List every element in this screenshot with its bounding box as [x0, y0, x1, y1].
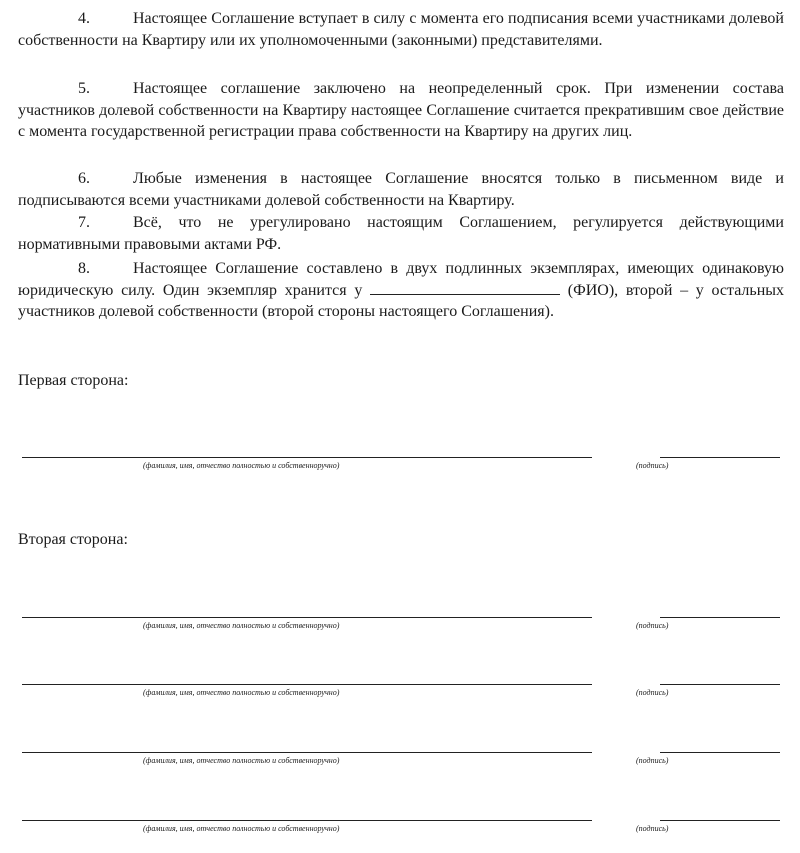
signature-caption: (подпись) — [636, 621, 669, 630]
clause-number: 4. — [78, 10, 90, 27]
clause-text: Всё, что не урегулировано настоящим Соглашением, регулируется действующими нормативными правовыми актами РФ. — [18, 214, 784, 253]
signature-line[interactable] — [660, 820, 780, 821]
clause-4 — [18, 8, 784, 51]
clause-8 — [18, 258, 784, 323]
clause-text-end: (ФИО), второй – у остальных участников долевой собственности (второй стороны настоящего Соглашения). — [18, 281, 785, 320]
clause-text-start: Настоящее Соглашение составлено в двух подлинных экземплярах, имеющих одинаковую юридическую силу. Один экземпляр хранится у — [18, 260, 784, 299]
clause-7 — [18, 212, 784, 255]
clause-text: Настоящее соглашение заключено на неопределенный срок. При изменении состава участников долевой собственности на Квартиру настоящее Соглашение считается прекратившим свое действие с момента государственной регистрации права собственности на Квартиру на других лиц. — [18, 80, 784, 140]
name-caption: (фамилия, имя, отчество полностью и собственноручно) — [143, 824, 340, 833]
second-party-heading: Вторая сторона: — [18, 531, 128, 548]
signature-caption: (подпись) — [636, 756, 669, 765]
name-line[interactable] — [22, 457, 592, 458]
signature-line[interactable] — [660, 617, 780, 618]
name-line[interactable] — [22, 820, 592, 821]
clause-6 — [18, 168, 784, 211]
name-caption: (фамилия, имя, отчество полностью и собственноручно) — [143, 688, 340, 697]
signature-line[interactable] — [660, 457, 780, 458]
clause-5 — [18, 78, 784, 143]
clause-number: 6. — [78, 170, 90, 187]
name-line[interactable] — [22, 752, 592, 753]
clause-text: Настоящее Соглашение вступает в силу с момента его подписания всеми участниками долевой собственности на Квартиру или их уполномоченными (законными) представителями. — [18, 10, 784, 49]
signature-caption: (подпись) — [636, 461, 669, 470]
name-line[interactable] — [22, 684, 592, 685]
name-caption: (фамилия, имя, отчество полностью и собственноручно) — [143, 621, 340, 630]
name-caption: (фамилия, имя, отчество полностью и собственноручно) — [143, 461, 340, 470]
clause-number: 8. — [78, 260, 90, 277]
signature-line[interactable] — [660, 752, 780, 753]
clause-number: 7. — [78, 214, 90, 231]
signature-caption: (подпись) — [636, 824, 669, 833]
signature-caption: (подпись) — [636, 688, 669, 697]
name-caption: (фамилия, имя, отчество полностью и собственноручно) — [143, 756, 340, 765]
name-line[interactable] — [22, 617, 592, 618]
clause-number: 5. — [78, 80, 90, 97]
custodian-name-blank[interactable] — [370, 280, 560, 295]
clause-text: Любые изменения в настоящее Соглашение вносятся только в письменном виде и подписываются всеми участниками долевой собственности на Квартиру. — [18, 170, 784, 209]
first-party-heading: Первая сторона: — [18, 372, 129, 389]
signature-line[interactable] — [660, 684, 780, 685]
